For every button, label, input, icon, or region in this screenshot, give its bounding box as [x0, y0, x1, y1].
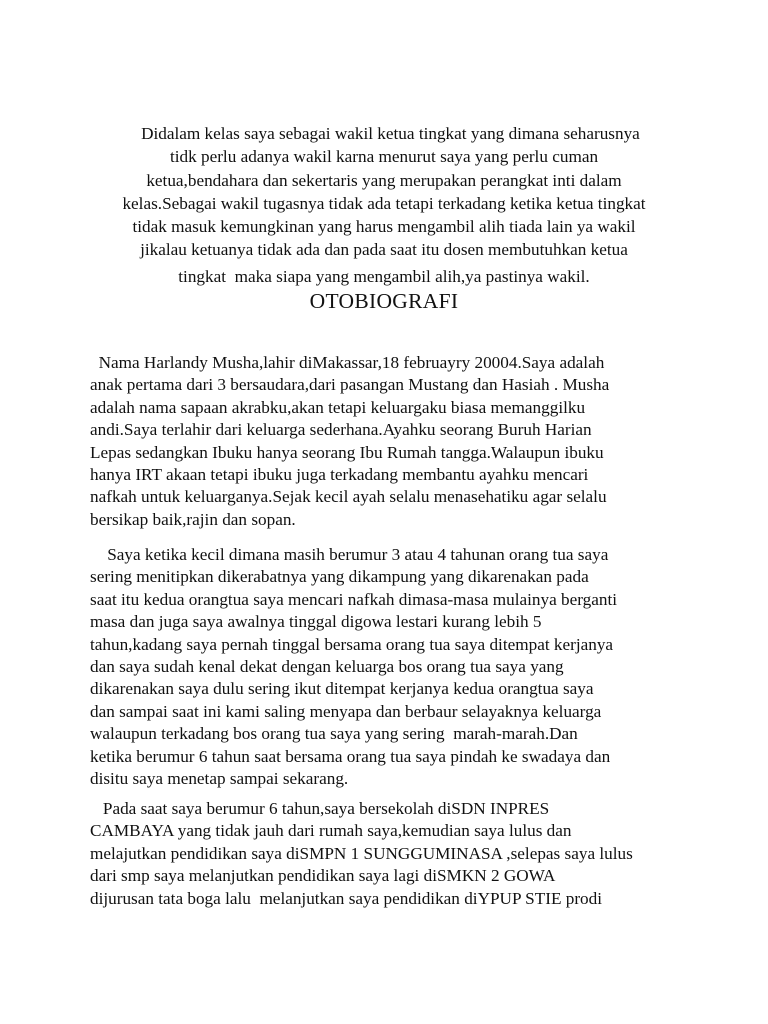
paragraph-education: [90, 798, 690, 910]
text-line: tidk perlu adanya wakil karna menurut saya yang perlu cuman: [169, 147, 599, 167]
text-line: Lepas sedangkan Ibuku hanya seorang Ibu Rumah tangga.Walaupun ibuku: [90, 442, 604, 462]
text-line: dari smp saya melanjutkan pendidikan saya lagi diSMKN 2 GOWA: [90, 866, 556, 886]
text-line: Nama Harlandy Musha,lahir diMakassar,18 februayry 20004.Saya adalah: [90, 353, 605, 372]
text-line: disitu saya menetap sampai sekarang.: [90, 769, 349, 789]
text-line: Pada saat saya berumur 6 tahun,saya bersekolah diSDN INPRES: [90, 799, 550, 818]
paragraph-childhood: [90, 544, 690, 790]
text-line: sering menitipkan dikerabatnya yang dikampung yang dikarenakan pada: [90, 567, 589, 587]
text-line: tahun,kadang saya pernah tinggal bersama orang tua saya ditempat kerjanya: [90, 634, 614, 654]
text-line: melajutkan pendidikan saya diSMPN 1 SUNGGUMINASA ,selepas saya lulus: [90, 843, 633, 863]
text-line: bersikap baik,rajin dan sopan.: [90, 509, 296, 529]
text-line: ketika berumur 6 tahun saat bersama orang tua saya pindah ke swadaya dan: [90, 746, 611, 766]
text-line: tidak masuk kemungkinan yang harus mengambil alih tiada lain ya wakil: [132, 217, 636, 237]
paragraph-biography: [90, 352, 690, 531]
intro-paragraph: [92, 122, 676, 288]
text-line: dijurusan tata boga lalu melanjutkan saya pendidikan diYPUP STIE prodi: [90, 888, 603, 908]
text-line: dan saya sudah kenal dekat dengan keluarga bos orang tua saya yang: [90, 657, 564, 677]
text-line: masa dan juga saya awalnya tinggal digowa lestari kurang lebih 5: [90, 612, 542, 632]
text-line: ketua,bendahara dan sekertaris yang merupakan perangkat inti dalam: [146, 170, 622, 190]
text-line: tingkat maka siapa yang mengambil alih,ya pastinya wakil.: [178, 266, 590, 286]
text-line: nafkah untuk keluarganya.Sejak kecil ayah selalu menasehatiku agar selalu: [90, 487, 607, 507]
text-line: CAMBAYA yang tidak jauh dari rumah saya,kemudian saya lulus dan: [90, 821, 572, 841]
text-line: Didalam kelas saya sebagai wakil ketua tingkat yang dimana seharusnya: [128, 124, 640, 143]
text-line: anak pertama dari 3 bersaudara,dari pasangan Mustang dan Hasiah . Musha: [90, 375, 610, 395]
document-title: OTOBIOGRAFI: [309, 289, 459, 313]
text-line: andi.Saya terlahir dari keluarga sederhana.Ayahku seorang Buruh Harian: [90, 420, 592, 440]
text-line: dikarenakan saya dulu sering ikut ditempat kerjanya kedua orangtua saya: [90, 679, 594, 699]
text-line: hanya IRT akaan tetapi ibuku juga terkadang membantu ayahku mencari: [90, 465, 589, 485]
text-line: saat itu kedua orangtua saya mencari nafkah dimasa-masa mulainya berganti: [90, 589, 618, 609]
text-line: adalah nama sapaan akrabku,akan tetapi keluargaku biasa memanggilku: [90, 397, 586, 417]
text-line: kelas.Sebagai wakil tugasnya tidak ada tetapi terkadang ketika ketua tingkat: [122, 193, 646, 213]
text-line: jikalau ketuanya tidak ada dan pada saat itu dosen membutuhkan ketua: [140, 240, 628, 260]
text-line: dan sampai saat ini kami saling menyapa dan berbaur selayaknya keluarga: [90, 701, 602, 721]
text-line: Saya ketika kecil dimana masih berumur 3 atau 4 tahunan orang tua saya: [90, 545, 609, 564]
text-line: walaupun terkadang bos orang tua saya yang sering marah-marah.Dan: [90, 724, 578, 744]
